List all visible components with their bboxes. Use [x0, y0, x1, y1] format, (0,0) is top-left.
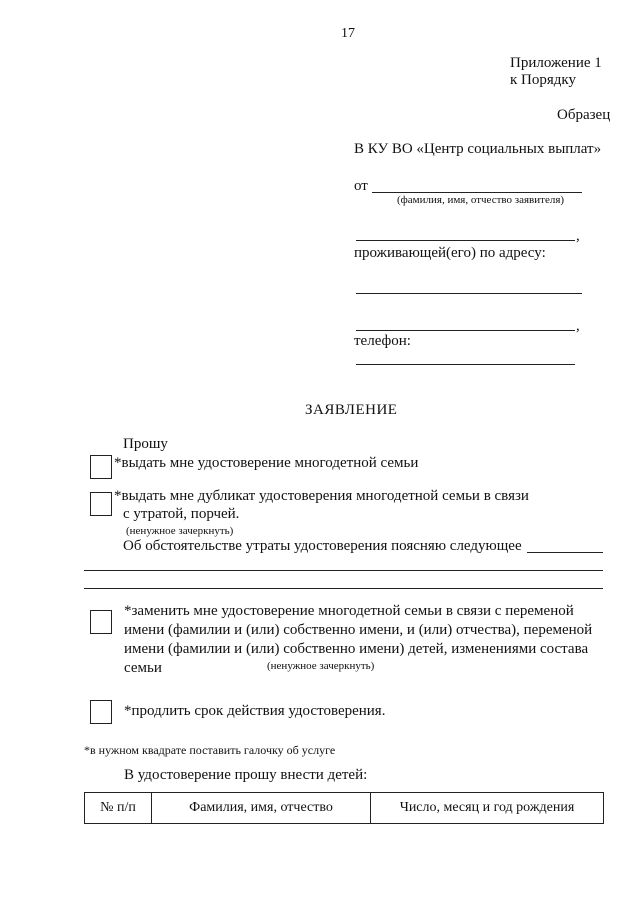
address-line-2: [356, 330, 575, 331]
checkbox-replace[interactable]: [90, 610, 112, 634]
option-duplicate-line1: *выдать мне дубликат удостоверения многодетной семьи в связи: [114, 488, 529, 504]
appendix-label: Приложение 1: [510, 55, 602, 71]
checkbox-duplicate[interactable]: [90, 492, 112, 516]
explanation-line-0: [527, 552, 603, 553]
option-duplicate-line2: с утратой, порчей.: [123, 506, 240, 522]
children-table: [84, 792, 604, 824]
explanation-line-1: [84, 570, 603, 571]
sample-label: Образец: [557, 107, 611, 123]
explanation-line-2: [84, 588, 603, 589]
header-birth-date: Число, месяц и год рождения: [371, 793, 604, 824]
option-replace-line2: имени (фамилии и (или) собственно имени, и (или) отчества), переменой: [124, 622, 593, 638]
option-replace-line1: *заменить мне удостоверение многодетной семьи в связи с переменой: [124, 603, 574, 619]
header-number: № п/п: [85, 793, 152, 824]
phone-label: телефон:: [354, 333, 411, 349]
blank-line-1: [356, 240, 575, 241]
footnote: *в нужном квадрате поставить галочку об услуге: [84, 743, 336, 757]
from-hint: (фамилия, имя, отчество заявителя): [397, 194, 565, 206]
from-line: [372, 192, 582, 193]
order-label: к Порядку: [510, 72, 576, 88]
children-intro: В удостоверение прошу внести детей:: [124, 767, 368, 783]
from-label: от: [354, 178, 368, 194]
duplicate-hint: (ненужное зачеркнуть): [126, 525, 234, 537]
comma-2: ,: [576, 318, 580, 334]
option-replace-line3: имени (фамилии и (или) собственно имени) детей, изменениями состава: [124, 641, 589, 657]
address-line-1: [356, 293, 582, 294]
loss-explanation-label: Об обстоятельстве утраты удостоверения поясняю следующее: [123, 538, 522, 554]
checkbox-issue[interactable]: [90, 455, 112, 479]
table-header-row: [85, 793, 604, 824]
checkbox-extend[interactable]: [90, 700, 112, 724]
recipient: В КУ ВО «Центр социальных выплат»: [354, 141, 602, 157]
page-number: 17: [341, 26, 355, 41]
request-intro: Прошу: [123, 436, 168, 452]
option-issue: *выдать мне удостоверение многодетной семьи: [114, 455, 419, 471]
phone-line: [356, 364, 575, 365]
replace-hint: (ненужное зачеркнуть): [267, 660, 375, 672]
header-full-name: Фамилия, имя, отчество: [152, 793, 371, 824]
option-replace-line4: семьи: [124, 660, 162, 676]
document-title: ЗАЯВЛЕНИЕ: [305, 402, 398, 418]
living-label: проживающей(его) по адресу:: [354, 245, 546, 261]
option-extend: *продлить срок действия удостоверения.: [124, 703, 386, 719]
comma-1: ,: [576, 228, 580, 244]
